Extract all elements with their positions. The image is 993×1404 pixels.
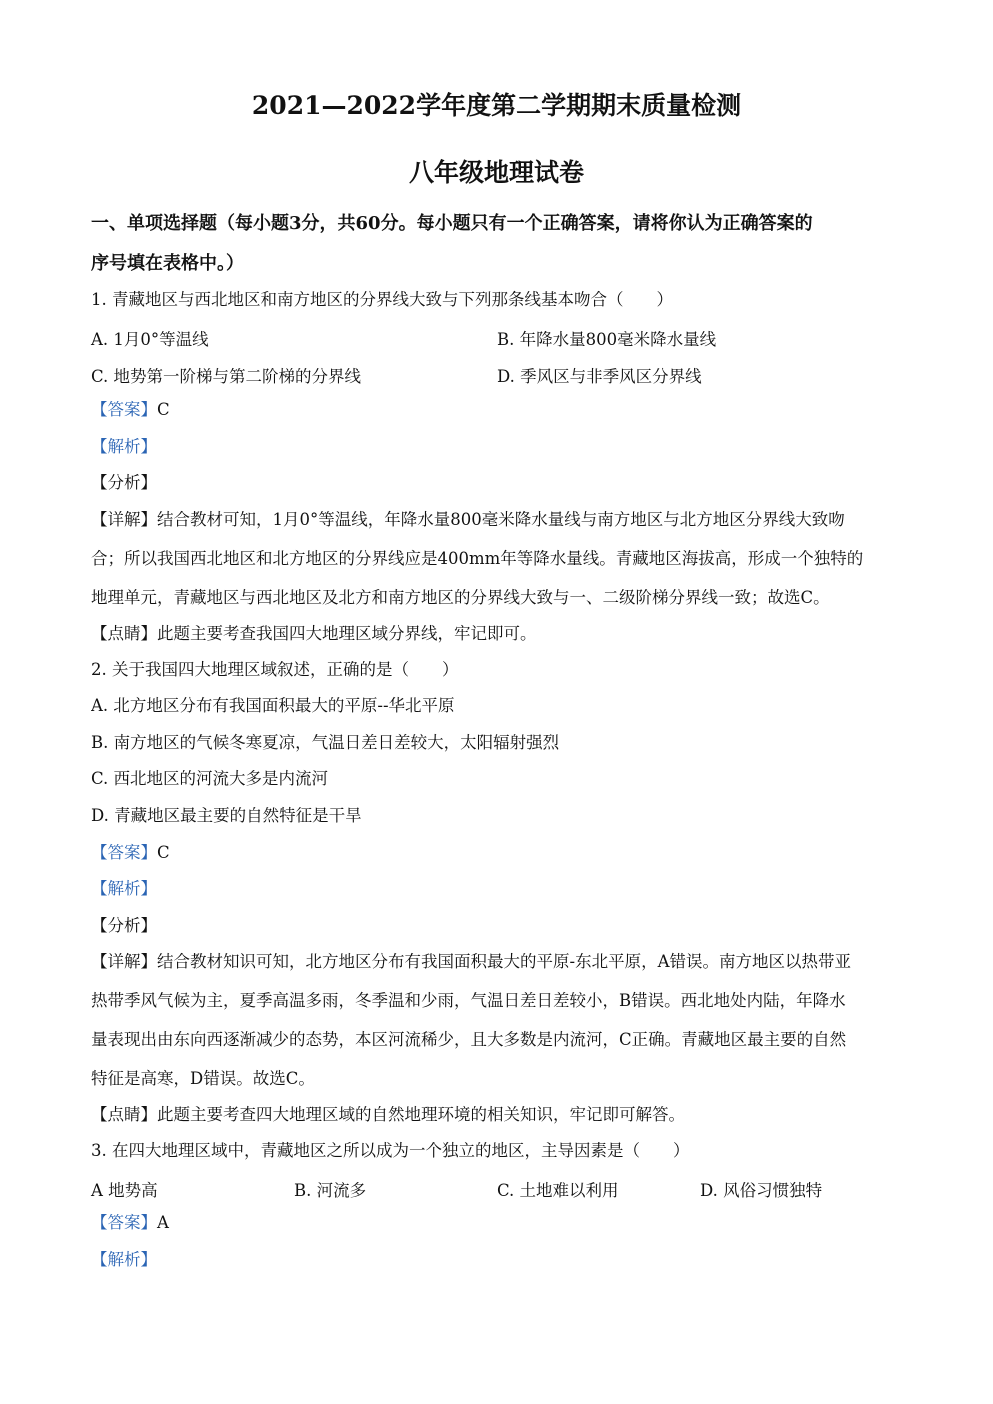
- q2-answer-value: C: [157, 843, 170, 862]
- q2-point: [91, 1104, 903, 1126]
- q1-point: [91, 623, 903, 645]
- q2-fenxi: [91, 915, 903, 937]
- answer-tag: 【答案】: [91, 843, 157, 862]
- fenxi-tag: 【分析】: [91, 916, 157, 935]
- q3-option-a: A 地势高: [91, 1181, 158, 1200]
- q1-detail-text1: 结合教材可知，1月0°等温线，年降水量800毫米降水量线与南方地区与北方地区分界线大致吻: [157, 510, 845, 529]
- exam-title: 2021—2022学年度第二学期期末质量检测: [251, 91, 742, 120]
- jiexi-tag: 【解析】: [91, 437, 157, 456]
- q3-jiexi: [91, 1249, 903, 1271]
- xiangjie-tag: 【详解】: [91, 952, 157, 971]
- q1-stem: 1. 青藏地区与西北地区和南方地区的分界线大致与下列那条线基本吻合（ ）: [91, 290, 673, 309]
- q1-option-d: D. 季风区与非季风区分界线: [497, 367, 702, 386]
- q1-fenxi: [91, 472, 903, 494]
- q2-answer: [91, 842, 903, 864]
- dianjing-tag: 【点睛】: [91, 624, 157, 643]
- q2-detail-line1: [91, 951, 903, 973]
- q3-answer: [91, 1212, 903, 1234]
- q3-option-b: B. 河流多: [294, 1181, 367, 1200]
- q3-answer-value: A: [157, 1213, 169, 1232]
- section-heading-line1: 一、单项选择题（每小题3分，共60分。每小题只有一个正确答案，请将你认为正确答案的: [91, 213, 813, 234]
- section-heading-line2: 序号填在表格中。）: [91, 253, 244, 274]
- q2-option-c: C. 西北地区的河流大多是内流河: [91, 769, 329, 788]
- q3-option-c: C. 土地难以利用: [497, 1181, 619, 1200]
- fenxi-tag: 【分析】: [91, 473, 157, 492]
- answer-tag: 【答案】: [91, 400, 157, 419]
- jiexi-tag: 【解析】: [91, 1250, 157, 1269]
- q1-detail-line1: [91, 509, 903, 531]
- q1-answer-value: C: [157, 400, 170, 419]
- answer-tag: 【答案】: [91, 1213, 157, 1232]
- q2-jiexi: [91, 878, 903, 900]
- q2-stem: 2. 关于我国四大地理区域叙述，正确的是（ ）: [91, 660, 459, 679]
- q1-option-a: A. 1月0°等温线: [91, 330, 209, 349]
- q1-detail-line2: 合；所以我国西北地区和北方地区的分界线应是400mm年等降水量线。青藏地区海拔高，形成一个独特的: [91, 549, 864, 568]
- q1-option-c: C. 地势第一阶梯与第二阶梯的分界线: [91, 367, 362, 386]
- q2-detail-line2: 热带季风气候为主，夏季高温多雨，冬季温和少雨，气温日差日差较小，B错误。西北地处内陆，年降水: [91, 991, 846, 1010]
- q2-detail-text1: 结合教材知识可知，北方地区分布有我国面积最大的平原-东北平原，A错误。南方地区以热带亚: [157, 952, 851, 971]
- q2-option-a: A. 北方地区分布有我国面积最大的平原--华北平原: [91, 696, 455, 715]
- q2-detail-line3: 量表现出由东向西逐渐减少的态势，本区河流稀少，且大多数是内流河，C正确。青藏地区最主要的自然: [91, 1030, 847, 1049]
- q2-point-text: 此题主要考查四大地理区域的自然地理环境的相关知识，牢记即可解答。: [157, 1105, 685, 1124]
- q1-jiexi: [91, 436, 903, 458]
- q2-detail-line4: 特征是高寒，D错误。故选C。: [91, 1069, 315, 1088]
- q1-point-text: 此题主要考查我国四大地理区域分界线，牢记即可。: [157, 624, 537, 643]
- exam-subtitle: 八年级地理试卷: [408, 158, 584, 187]
- q1-detail-line3: 地理单元，青藏地区与西北地区及北方和南方地区的分界线大致与一、二级阶梯分界线一致；故选C。: [91, 588, 830, 607]
- q1-option-b: B. 年降水量800毫米降水量线: [497, 330, 717, 349]
- q3-stem: 3. 在四大地理区域中，青藏地区之所以成为一个独立的地区，主导因素是（ ）: [91, 1141, 690, 1160]
- dianjing-tag: 【点睛】: [91, 1105, 157, 1124]
- jiexi-tag: 【解析】: [91, 879, 157, 898]
- q2-option-b: B. 南方地区的气候冬寒夏凉，气温日差日差较大，太阳辐射强烈: [91, 733, 560, 752]
- q2-option-d: D. 青藏地区最主要的自然特征是干旱: [91, 806, 362, 825]
- q1-answer: [91, 399, 903, 421]
- q3-option-d: D. 风俗习惯独特: [700, 1181, 823, 1200]
- xiangjie-tag: 【详解】: [91, 510, 157, 529]
